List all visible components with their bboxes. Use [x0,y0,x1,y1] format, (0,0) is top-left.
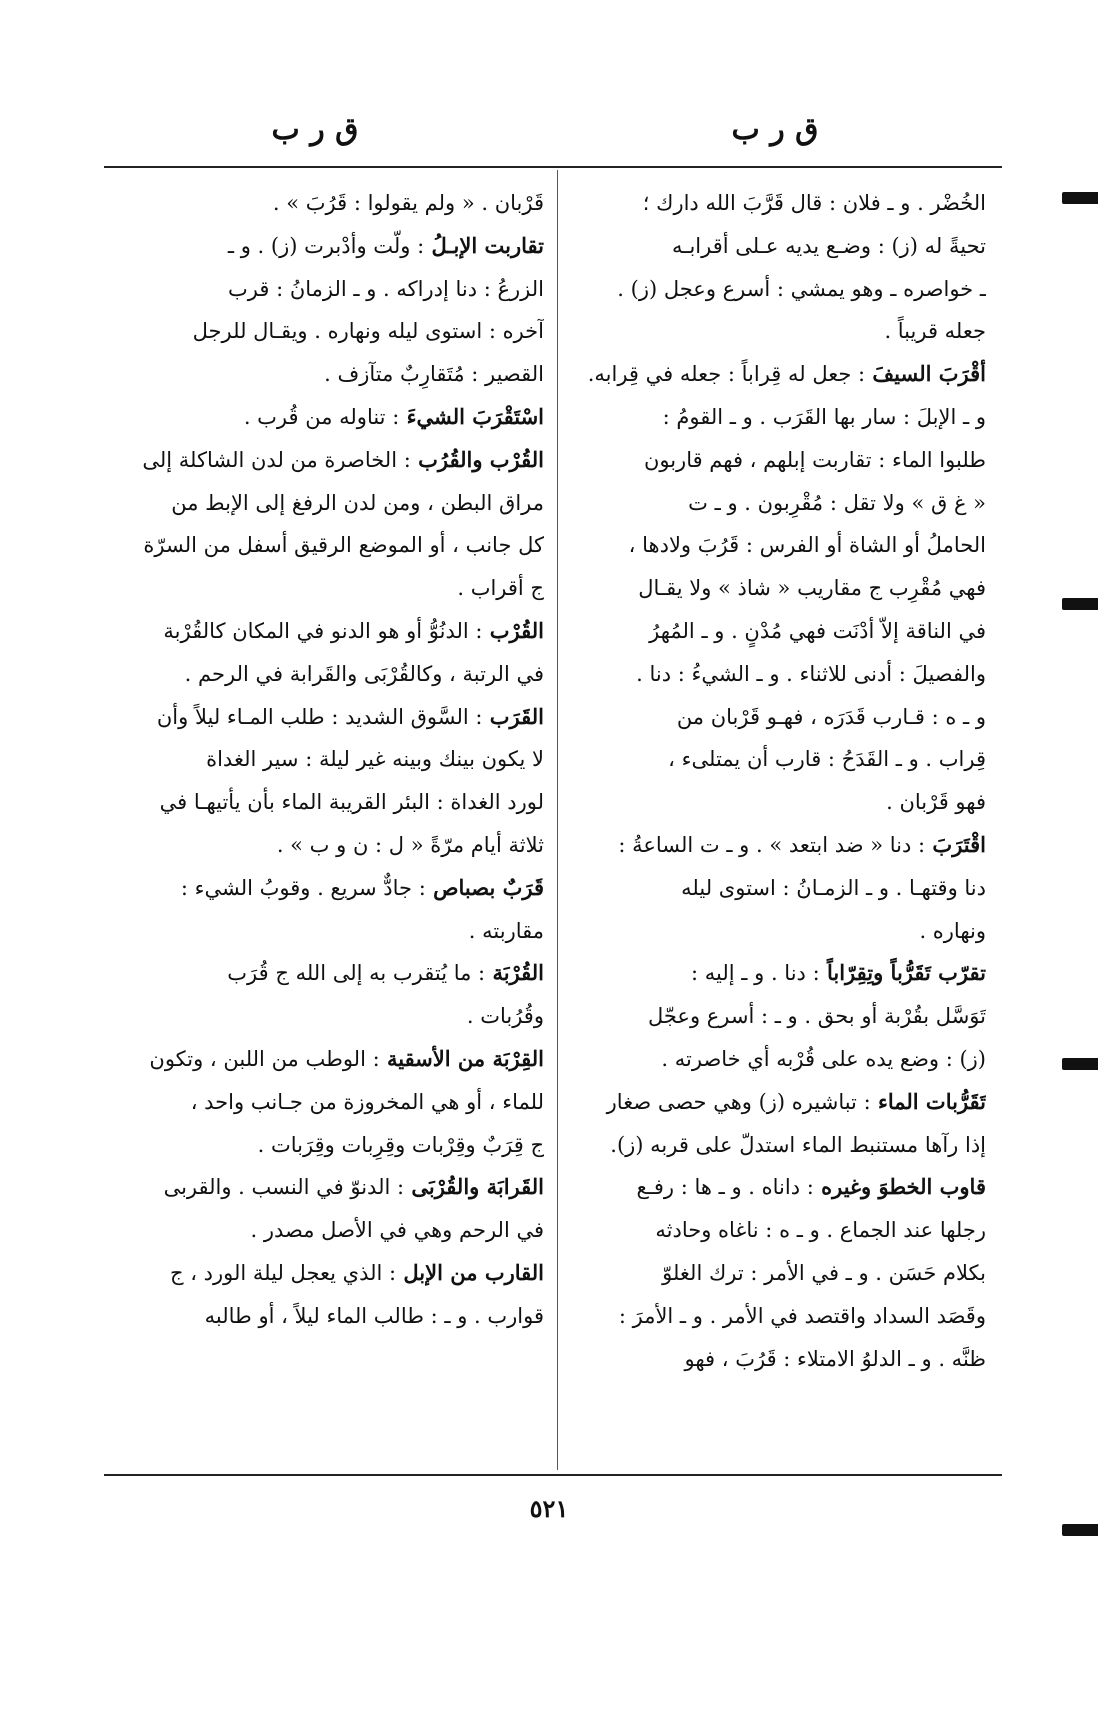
entry-line: اقْتَرَبَ : دنا « ضد ابتعد » . و ـ ت الساعةُ : [618,831,986,857]
headword: القَرَب [482,703,544,729]
text-line: ونهاره . [919,918,986,943]
text-line: في الرحم وهي في الأصل مصدر . [250,1218,544,1243]
text-line: قَرْبان . « ولم يقولوا : قَرُبَ » . [272,191,544,215]
text-line: فهي مُقْرِب ج مقاريب « شاذ » ولا يقـال [638,576,986,601]
margin-marker [1062,1524,1098,1536]
text-line: آخره : استوى ليله ونهاره . ويقـال للرجل [192,319,544,344]
left-column-header: ق ر ب [271,112,359,147]
text-line: قوارب . و ـ : طالب الماء ليلاً ، أو طالبه [204,1303,544,1328]
text-line: بكلام حَسَن . و ـ في الأمر : ترك الغلوّ [662,1260,986,1285]
page-number: ٥٢١ [529,1494,569,1523]
text-line: دنا وقتهـا . و ـ الزمـانُ : استوى ليله [681,875,986,900]
text-line: فهو قَرْبان . [886,790,986,815]
entry-line: القَرابَة والقُرْبَى : الدنوّ في النسب . والقربى [163,1174,544,1200]
headword: اسْتَقْرَبَ الشيءَ [399,403,544,429]
entry-line: قاوب الخطوَ وغيره : داناه . و ـ ها : رفـع [636,1174,986,1200]
text-line: وقَصَد السداد واقتصد في الأمر . و ـ الأمرَ : [618,1303,986,1328]
text-line: تَوَسَّل بقُرْبة أو بحق . و ـ : أسرع وعجّل [647,1004,986,1029]
entry-line: القُرْب والقُرُب : الخاصرة من لدن الشاكلة إلى [142,446,544,472]
text-line: جعله قريباً . [884,319,986,344]
text-line: رجلها عند الجماع . و ـ ه : ناغاه وحادثه [655,1218,986,1243]
headword: قاوب الخطوَ وغيره [813,1174,986,1200]
text-line: (ز) : وضع يده على قُرْبه أي خاصرته . [661,1046,986,1071]
text-line: مراق البطن ، ومن لدن الرفغ إلى الإبط من [171,490,544,515]
text-line: طلبوا الماء : تقاربت إبلهم ، فهم قاربون [643,447,986,472]
column-divider [557,170,558,1470]
text-line: لا يكون بينك وبينه غير ليلة : سير الغداة [206,747,544,772]
text-line: تحيةً له (ز) : وضـع يديه عـلى أقرابـه [672,233,986,258]
text-line: كل جانب ، أو الموضع الرقيق أسفل من السرّة [143,533,544,558]
headword: القُرْب والقُرُب [410,446,544,472]
text-line: ج أقراب . [457,576,544,601]
entry-line: قَرَبٌ بصباص : جادٌّ سريع . وقوبُ الشيء : [180,874,544,900]
headword: اقْتَرَبَ [925,831,986,857]
text-line: ـ خواصره ـ وهو يمشي : أسرع وعجل (ز) . [617,276,986,301]
text-line: القصير : مُتَقارِبٌ متآزف . [324,362,544,387]
margin-marker [1062,192,1098,204]
text-line: الخُضْر . و ـ فلان : قال قَرَّبَ الله دارك ؛ [642,191,986,215]
entry-line: تقاربت الإبـلُ : ولّت وأدْبرت (ز) . و ـ [227,232,544,258]
margin-marker [1062,598,1098,610]
text-line: إذا رآها مستنبط الماء استدلّ على قربه (ز). [610,1132,986,1157]
text-line: والفصيلَ : أدنى للاثناء . و ـ الشيءُ : دنا . [636,661,986,686]
text-line: « غ ق » ولا تقل : مُقْرِبون . و ـ ت [688,490,986,515]
entry-line: أقْرَبَ السيفَ : جعل له قِراباً : جعله في قِرابه. [587,361,986,387]
entry-line: القِرْبَة من الأسقية : الوطب من اللبن ، وتكون [149,1045,544,1071]
right-column [568,182,986,1380]
headword: القِرْبَة من الأسقية [379,1045,544,1071]
text-line: للماء ، أو هي المخروزة من جـانب واحد ، [190,1089,544,1114]
text-line: و ـ الإبلَ : سار بها القَرَب . و ـ القومُ : [662,404,986,429]
text-line: ظنَّه . و ـ الدلوُ الامتلاء : قَرُبَ ، فهو [684,1346,986,1371]
margin-marker [1062,1058,1098,1070]
text-line: و ـ ه : قـارب قَدَرَه ، فهـو قَرْبان من [676,704,986,729]
entry-line: تَقَرُّبات الماء : تباشيره (ز) وهي حصى صغار [606,1088,986,1114]
headword: تقرّب تَقَرُّباً وتِقِرّاباً [819,960,986,986]
entry-line: القُرْبَة : ما يُتقرب به إلى الله ج قُرَب [227,960,544,986]
text-line: في الرتبة ، وكالقُرْبَى والقَرابة في الرحم . [184,661,544,686]
text-line: قِراب . و ـ القَدَحُ : قارب أن يمتلىء ، [668,747,986,772]
left-column [110,182,544,1338]
entry-line: اسْتَقْرَبَ الشيءَ : تناوله من قُرب . [243,403,544,429]
text-line: الحاملُ أو الشاة أو الفرس : قَرُبَ ولادها ، [628,533,986,558]
text-line: وقُرُبات . [466,1004,544,1029]
entry-line: القُرْب : الدنُوُّ أو هو الدنو في المكان كالقُرْبة [163,617,544,643]
headword: تقاربت الإبـلُ [424,232,544,258]
top-rule [104,166,1002,168]
text-line: ثلاثة أيام مرّةً « ل : ن و ب » . [276,832,544,857]
entry-line: تقرّب تَقَرُّباً وتِقِرّاباً : دنا . و ـ إليه : [691,960,986,986]
entry-line: القارب من الإبل : الذي يعجل ليلة الورد ، ج [169,1259,544,1285]
text-line: في الناقة إلاّ أدْنَت فهي مُدْنٍ . و ـ المُهرُ [649,618,986,643]
bottom-rule [104,1474,1002,1476]
headword: أقْرَبَ السيفَ [865,361,986,387]
headword: القارب من الإبل [396,1259,544,1285]
entry-line: القَرَب : السَّوق الشديد : طلب المـاء ليلاً وأن [156,703,544,729]
text-line: مقاربته . [468,918,544,943]
headword: القُرْبَة [485,960,544,986]
headword: القُرْب [482,617,544,643]
text-line: الزرعُ : دنا إدراكه . و ـ الزمانُ : قرب [228,276,544,301]
right-column-header: ق ر ب [731,112,819,147]
headword: قَرَبٌ بصباص [425,874,544,900]
text-line: لورد الغداة : البئر القريبة الماء بأن يأتيهـا في [159,790,544,815]
headword: تَقَرُّبات الماء [870,1088,986,1114]
headword: القَرابَة والقُرْبَى [404,1174,544,1200]
text-line: ج قِرَبٌ وقِرْبات وقِرِبات وقِرَبات . [257,1132,544,1157]
